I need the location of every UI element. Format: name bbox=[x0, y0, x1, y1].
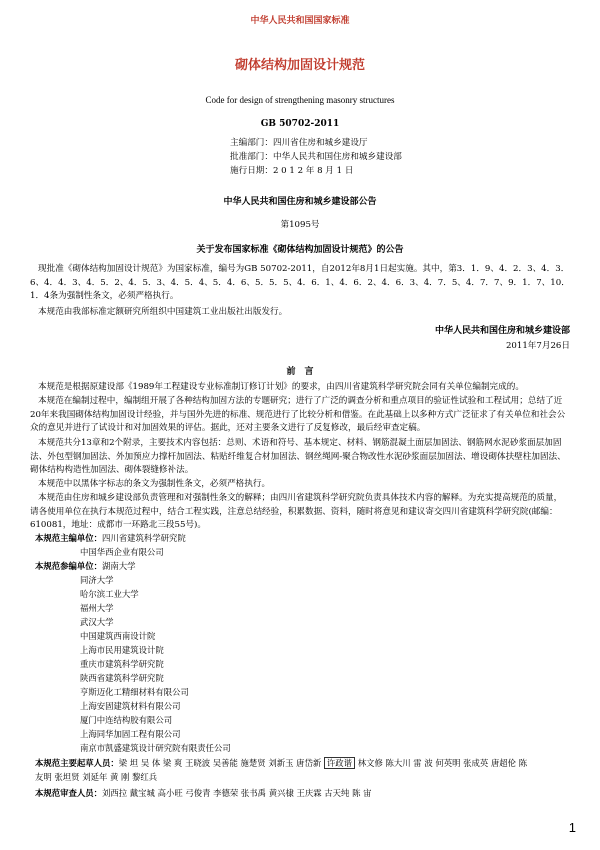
drafters-names-a: 梁 坦 吴 体 梁 爽 王晓波 吴善能 施楚贤 刘新玉 唐岱新 bbox=[118, 758, 324, 768]
english-title: Code for design of strengthening masonry structures bbox=[205, 95, 395, 105]
editor-line: 主编部门：四川省住房和城乡建设厅 bbox=[230, 138, 368, 148]
preface-paragraph-5: 本规范由住房和城乡建设部负责管理和对强制性条文的解释；由四川省建筑科学研究院负责具体技术内容的解释。为充实提高规范的质量，请各使用单位在执行本规范过程中，结合工程实践，注意总结经验，积累数据、资料，随时将意见和建议寄交四川省建筑科学研究院(邮编：610081，地址：成都市一环路北三段55号)。 bbox=[30, 493, 563, 531]
preface-paragraph-2: 本规范在编制过程中，编制组开展了各种结构加固方法的专题研究；进行了广泛的调查分析和重点项目的验证性试验和工程试用；总结了近20年来我国砌体结构加固设计经验，并与国外先进的标准、规范进行了比较分析和借鉴。在此基础上以多种方式广泛征求了有关单位和社会公众的意见并进行了试设计和对加固效果的评估。据此，还对主要条文进行了反复修改，最后经审查定稿。 bbox=[30, 396, 566, 434]
participant-unit: 南京市凯盛建筑设计研究院有限责任公司 bbox=[80, 743, 231, 753]
participant-unit: 上海安固建筑材料有限公司 bbox=[80, 701, 181, 711]
chief-editor-line bbox=[35, 532, 186, 545]
participant-label: 本规范参编单位： bbox=[35, 561, 102, 571]
preface-paragraph-1: 本规范是根据原建设部《1989年工程建设专业标准制订修订计划》的要求，由四川省建筑科学研究院会同有关单位编制完成的。 bbox=[38, 382, 524, 392]
participant-unit: 亨斯迈化工精细材料有限公司 bbox=[80, 687, 189, 697]
announcement-number: 第1095号 bbox=[280, 220, 320, 230]
drafters-line-2: 友明 张坦贤 刘延年 黄 刚 黎红兵 bbox=[35, 772, 158, 782]
announcement-paragraph-1: 现批准《砌体结构加固设计规范》为国家标准，编号为GB 50702-2011，自2012年8月1日起实施。其中，第3．1．9、4．2．3、4．3．6、4．4．3、4．5．2、4．5．3、4．5．4、5．4．6、5．5．5、4．6．1、4．6．2、4．6．3、4．7．5、4．7．7、9．1．7、10．1．4条为强制性条文，必须严格执行。 bbox=[30, 264, 570, 302]
chief-editor-label: 本规范主编单位： bbox=[35, 533, 102, 543]
reviewers-names: 刘西拉 戴宝城 高小旺 弓俊青 李德荣 张书禹 黄兴棣 王庆霖 古天纯 陈 宙 bbox=[102, 788, 372, 798]
announcement-paragraph-2: 本规范由我部标准定额研究所组织中国建筑工业出版社出版发行。 bbox=[38, 307, 288, 317]
standard-org: 中华人民共和国国家标准 bbox=[250, 16, 350, 26]
announcement-heading: 中华人民共和国住房和城乡建设部公告 bbox=[223, 197, 377, 207]
participant-unit: 上海同华加固工程有限公司 bbox=[80, 729, 181, 739]
participant-unit: 中国建筑西南设计院 bbox=[80, 631, 156, 641]
announcement-signature: 中华人民共和国住房和城乡建设部 bbox=[434, 326, 570, 336]
participant-unit: 湖南大学 bbox=[102, 561, 136, 571]
participant-unit: 武汉大学 bbox=[80, 617, 114, 627]
participant-unit: 重庆市建筑科学研究院 bbox=[80, 659, 164, 669]
page-number: 1 bbox=[568, 820, 576, 835]
drafters-line-1 bbox=[35, 757, 527, 770]
reviewers-label: 本规范审查人员： bbox=[35, 788, 102, 798]
chief-editor-unit: 四川省建筑科学研究院 bbox=[102, 533, 186, 543]
preface-paragraph-4: 本规范中以黑体字标志的条文为强制性条文，必须严格执行。 bbox=[38, 479, 271, 489]
preface-heading: 前 言 bbox=[286, 367, 314, 377]
approver-line: 批准部门：中华人民共和国住房和城乡建设部 bbox=[230, 152, 402, 162]
chief-editor-unit: 中国华西企业有限公司 bbox=[80, 547, 164, 557]
participant-unit: 厦门中连结构胶有限公司 bbox=[80, 715, 173, 725]
drafters-label: 本规范主要起草人员： bbox=[35, 758, 119, 768]
participant-unit: 上海市民用建筑设计院 bbox=[80, 645, 164, 655]
drafter-name-boxed: 许政谐 bbox=[324, 757, 355, 769]
reviewers-line bbox=[35, 787, 372, 800]
announcement-date: 2011年7月26日 bbox=[505, 341, 570, 351]
participant-line bbox=[35, 560, 136, 573]
effective-date-line: 施行日期：2 0 1 2 年 8 月 1 日 bbox=[230, 166, 354, 176]
participant-unit: 同济大学 bbox=[80, 575, 114, 585]
preface-paragraph-3: 本规范共分13章和2个附录，主要技术内容包括：总则、术语和符号、基本规定、材料、钢筋混凝土面层加固法、钢筋网水泥砂浆面层加固法、外包型钢加固法、外加预应力撑杆加固法、粘贴纤维复合材加固法、钢丝绳网-聚合物改性水泥砂浆面层加固法、增设砌体扶壁柱加固法、砌体结构构造性加固法、砌体裂缝修补法。 bbox=[30, 438, 566, 476]
announcement-title: 关于发布国家标准《砌体结构加固设计规范》的公告 bbox=[196, 245, 404, 255]
document-title: 砌体结构加固设计规范 bbox=[234, 58, 365, 73]
participant-unit: 哈尔滨工业大学 bbox=[80, 589, 139, 599]
participant-unit: 福州大学 bbox=[80, 603, 114, 613]
participant-unit: 陕西省建筑科学研究院 bbox=[80, 673, 164, 683]
drafters-names-b: 林文修 陈大川 雷 波 何英明 张成英 唐超伦 陈 bbox=[355, 758, 528, 768]
standard-code: GB 50702-2011 bbox=[260, 119, 340, 129]
